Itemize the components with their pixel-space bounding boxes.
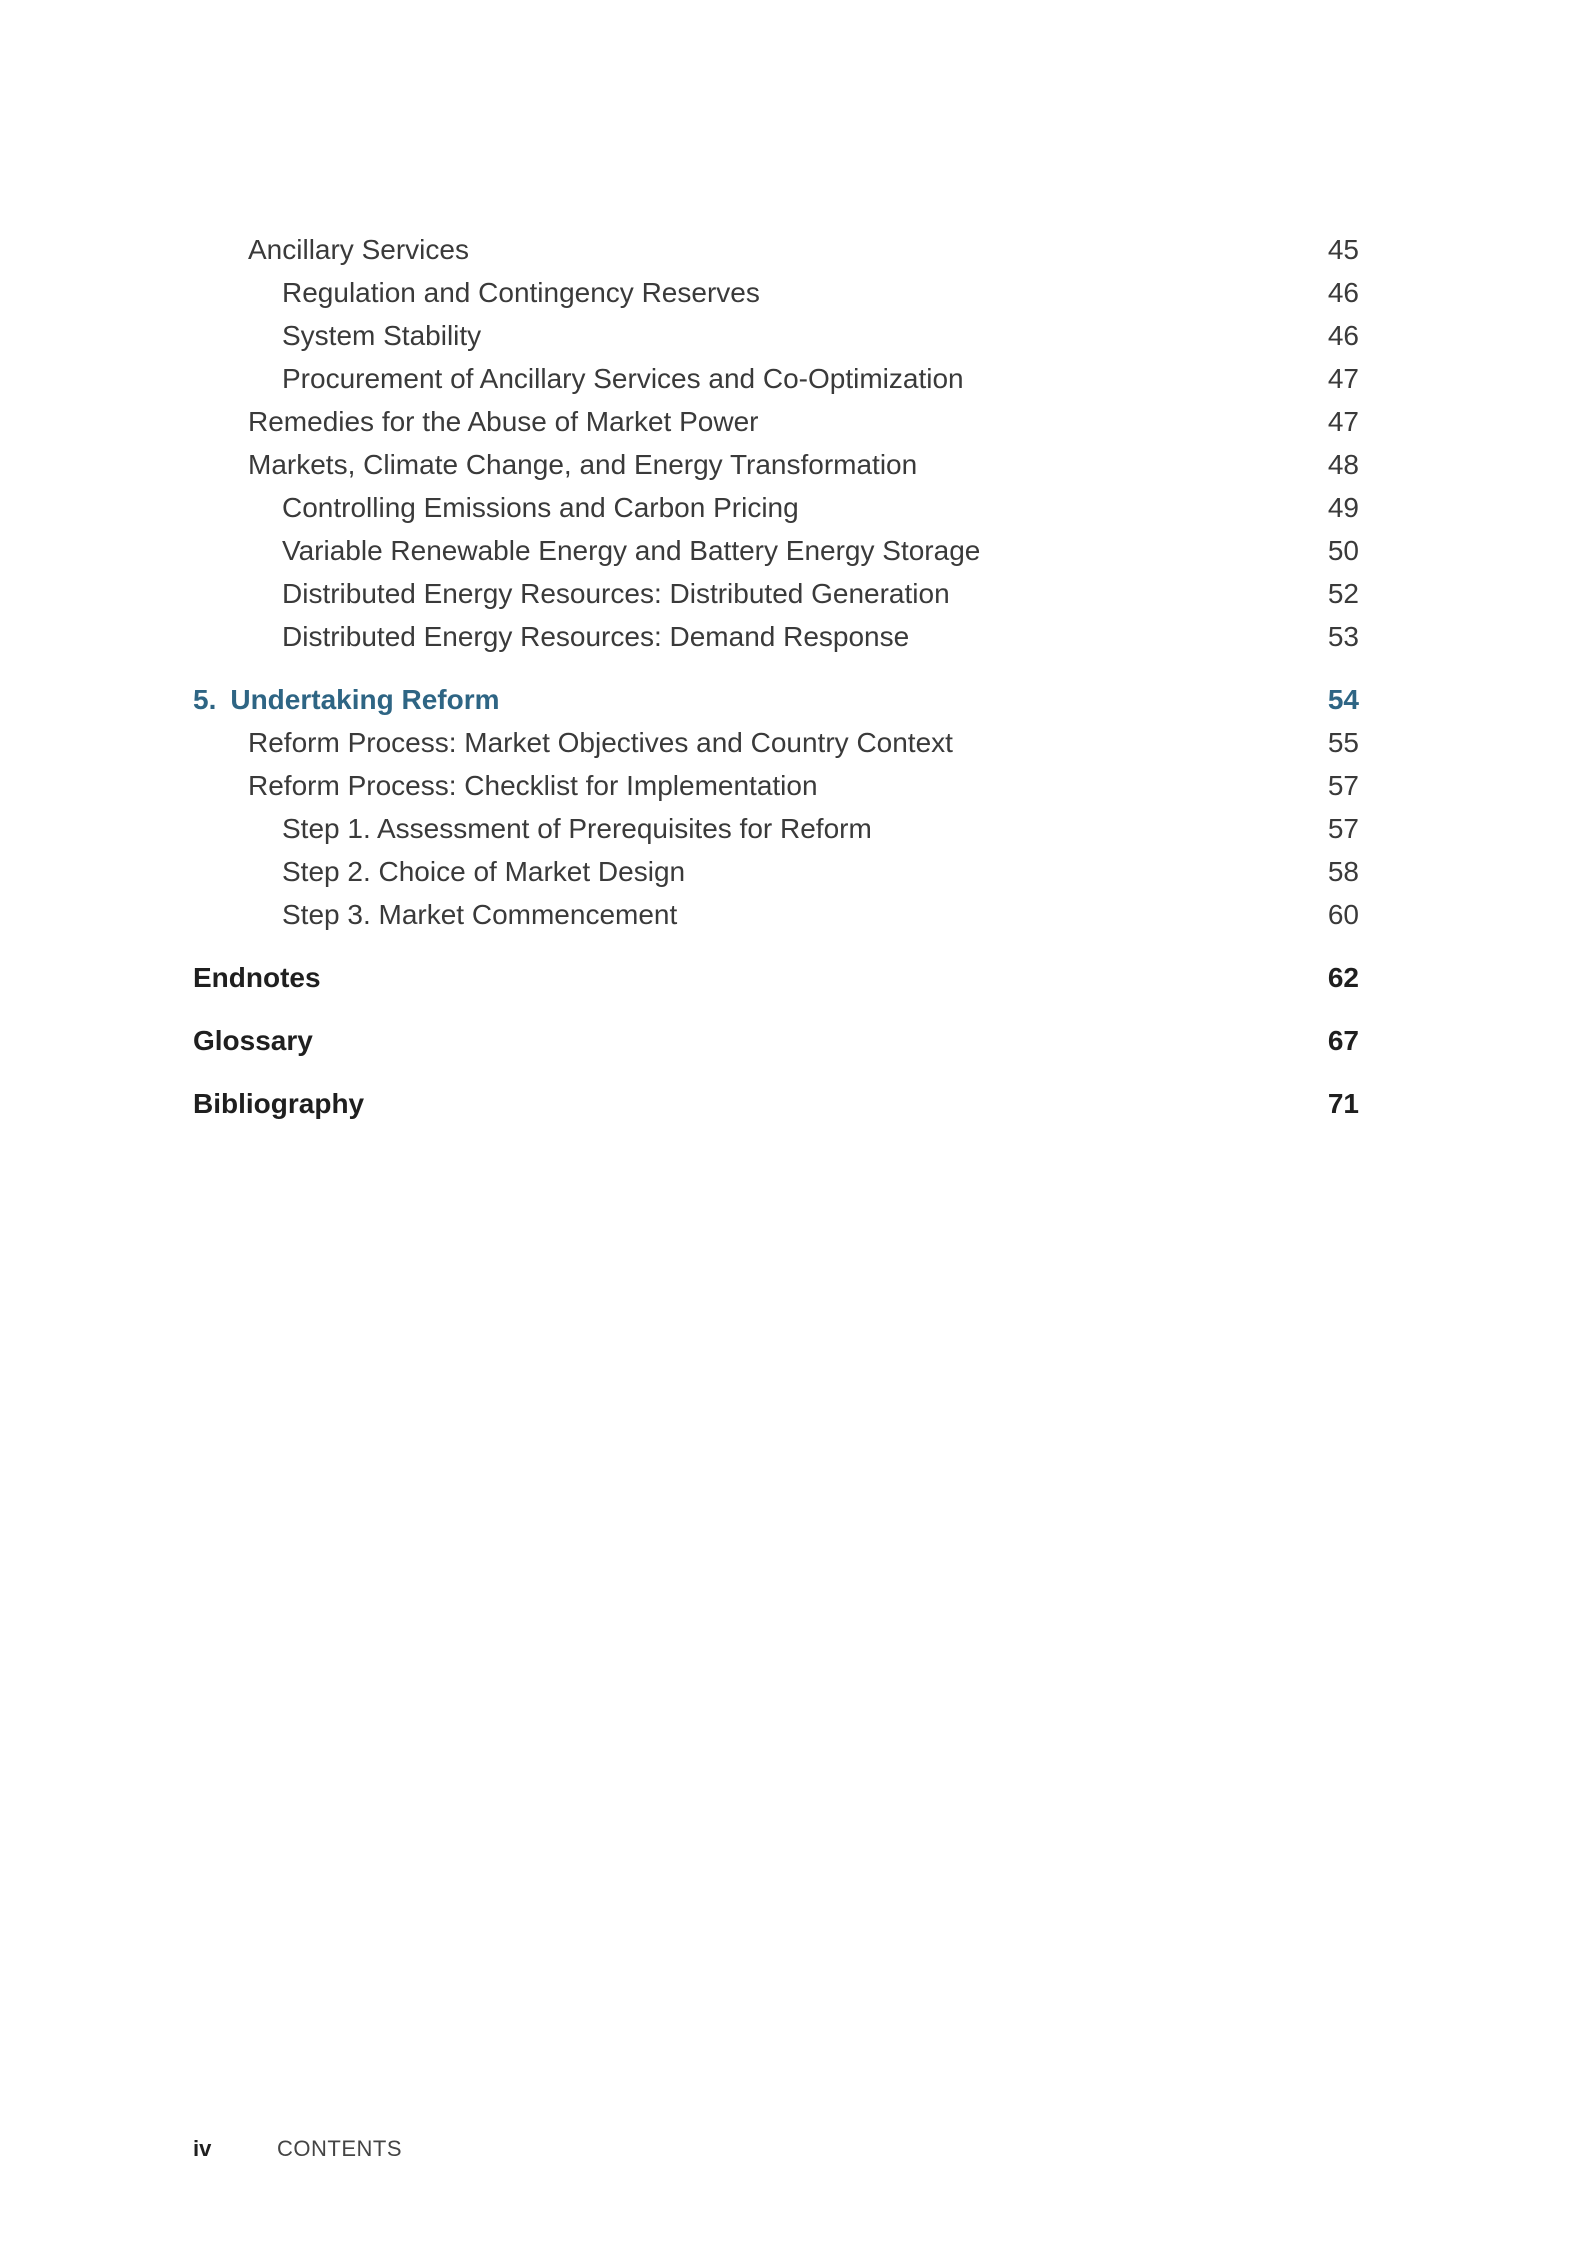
toc-entry-page: 48 bbox=[1327, 449, 1359, 480]
toc-entry-title: Step 1. Assessment of Prerequisites for Reform bbox=[282, 813, 872, 844]
toc-chapter-page: 54 bbox=[1327, 684, 1359, 715]
toc-entry-page: 52 bbox=[1327, 578, 1359, 609]
toc-backmatter-page: 67 bbox=[1327, 1025, 1359, 1056]
toc-entry-page: 53 bbox=[1327, 621, 1359, 652]
toc-entry-title: Distributed Energy Resources: Demand Response bbox=[282, 621, 910, 652]
toc-entry-page: 57 bbox=[1327, 770, 1359, 801]
toc-entry[interactable] bbox=[193, 893, 1359, 936]
toc-entry-title: Controlling Emissions and Carbon Pricing bbox=[282, 492, 799, 523]
toc-entry-title: System Stability bbox=[282, 320, 482, 351]
toc-entry-page: 49 bbox=[1327, 492, 1359, 523]
toc-chapter-name: Undertaking Reform bbox=[230, 684, 500, 715]
toc-entry[interactable] bbox=[193, 572, 1359, 615]
toc-entry-title: Reform Process: Market Objectives and Country Context bbox=[248, 727, 953, 758]
toc-entry[interactable] bbox=[193, 271, 1359, 314]
toc-entry-page: 47 bbox=[1327, 363, 1359, 394]
toc-entry-page: 46 bbox=[1327, 320, 1359, 351]
page-footer bbox=[193, 2136, 402, 2162]
footer-section-label: CONTENTS bbox=[277, 2136, 402, 2161]
toc-entry-title: Procurement of Ancillary Services and Co-Optimization bbox=[282, 363, 964, 394]
table-of-contents bbox=[193, 228, 1359, 1125]
toc-entry-title: Regulation and Contingency Reserves bbox=[282, 277, 760, 308]
toc-entry[interactable] bbox=[193, 764, 1359, 807]
footer-page-number: iv bbox=[193, 2136, 212, 2161]
toc-entry[interactable] bbox=[193, 850, 1359, 893]
toc-backmatter-glossary[interactable] bbox=[193, 1019, 1359, 1062]
toc-entry-title: Ancillary Services bbox=[248, 234, 469, 265]
toc-backmatter-page: 62 bbox=[1327, 962, 1359, 993]
toc-entry-page: 60 bbox=[1327, 899, 1359, 930]
toc-chapter-title bbox=[193, 678, 500, 721]
toc-entry[interactable] bbox=[193, 529, 1359, 572]
toc-entry-page: 46 bbox=[1327, 277, 1359, 308]
toc-entry-title: Step 2. Choice of Market Design bbox=[282, 856, 686, 887]
toc-entry[interactable] bbox=[193, 807, 1359, 850]
toc-entry-page: 58 bbox=[1327, 856, 1359, 887]
toc-backmatter-title: Endnotes bbox=[193, 962, 321, 993]
toc-entry-page: 45 bbox=[1327, 234, 1359, 265]
toc-entry[interactable] bbox=[193, 228, 1359, 271]
toc-entry-page: 50 bbox=[1327, 535, 1359, 566]
toc-backmatter-page: 71 bbox=[1327, 1088, 1359, 1119]
toc-backmatter-title: Glossary bbox=[193, 1025, 313, 1056]
toc-entry-title: Variable Renewable Energy and Battery Energy Storage bbox=[282, 535, 981, 566]
toc-backmatter-endnotes[interactable] bbox=[193, 956, 1359, 999]
toc-entry[interactable] bbox=[193, 486, 1359, 529]
toc-entry-title: Reform Process: Checklist for Implementation bbox=[248, 770, 818, 801]
toc-entry[interactable] bbox=[193, 314, 1359, 357]
toc-entry[interactable] bbox=[193, 357, 1359, 400]
toc-entry-page: 55 bbox=[1327, 727, 1359, 758]
toc-entry-title: Remedies for the Abuse of Market Power bbox=[248, 406, 759, 437]
toc-chapter-number: 5. bbox=[193, 684, 217, 715]
toc-backmatter-title: Bibliography bbox=[193, 1088, 365, 1119]
toc-entry-title: Markets, Climate Change, and Energy Transformation bbox=[248, 449, 918, 480]
toc-entry[interactable] bbox=[193, 400, 1359, 443]
toc-entry[interactable] bbox=[193, 443, 1359, 486]
toc-entry-page: 57 bbox=[1327, 813, 1359, 844]
toc-chapter-heading[interactable] bbox=[193, 678, 1359, 721]
toc-backmatter-bibliography[interactable] bbox=[193, 1082, 1359, 1125]
toc-entry[interactable] bbox=[193, 615, 1359, 658]
toc-entry[interactable] bbox=[193, 721, 1359, 764]
toc-entry-page: 47 bbox=[1327, 406, 1359, 437]
toc-entry-title: Step 3. Market Commencement bbox=[282, 899, 678, 930]
toc-entry-title: Distributed Energy Resources: Distributed Generation bbox=[282, 578, 950, 609]
